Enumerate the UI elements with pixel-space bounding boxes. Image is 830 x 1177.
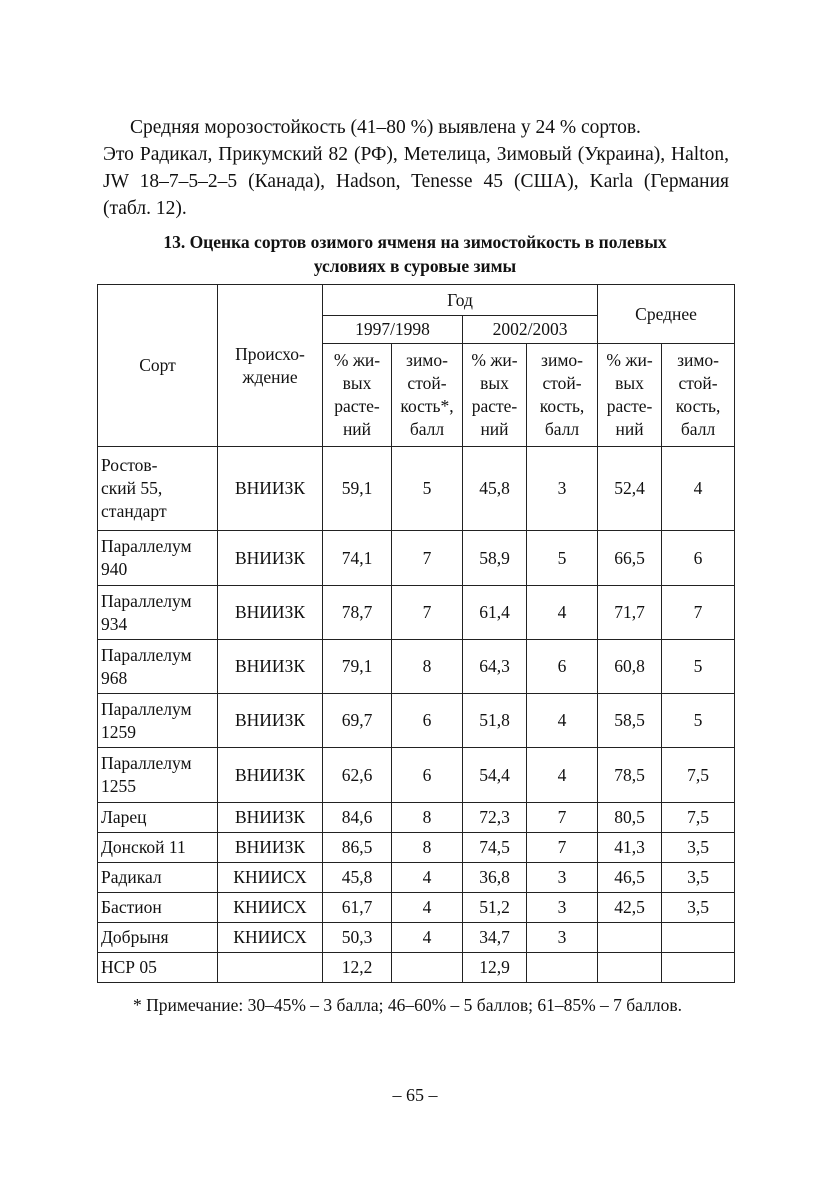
variety-name-line: Донской 11: [101, 837, 186, 857]
cell-origin: [218, 953, 323, 983]
cell-avg-pct: 66,5: [598, 531, 662, 586]
subheader-line: вых: [615, 373, 644, 393]
cell-p2-pct: 12,9: [463, 953, 527, 983]
subheader-line: % жи-: [606, 350, 653, 370]
subheader-line: % жи-: [471, 350, 518, 370]
header-variety: Сорт: [98, 285, 218, 447]
cell-p1-pct: 74,1: [323, 531, 392, 586]
variety-name-line: Бастион: [101, 897, 162, 917]
variety-name-line: Параллелум: [101, 644, 192, 665]
subheader-line: ний: [480, 419, 509, 439]
header-origin-line-2: ждение: [242, 366, 298, 387]
cell-avg-pct: 58,5: [598, 694, 662, 748]
table-row: [98, 863, 735, 893]
variety-cell: [98, 694, 218, 748]
header-year: Год: [323, 285, 598, 316]
subheader-line: стой-: [407, 373, 447, 393]
variety-name-line: стандарт: [101, 501, 167, 521]
cell-p1-score: 6: [392, 694, 463, 748]
variety-name-line: 934: [101, 613, 128, 634]
cell-p1-score: 8: [392, 803, 463, 833]
variety-cell: [98, 953, 218, 983]
cell-p1-pct: 45,8: [323, 863, 392, 893]
header-period-1: 1997/1998: [323, 316, 463, 344]
cell-p2-score: 7: [527, 833, 598, 863]
subheader-line: стой-: [678, 373, 718, 393]
cell-avg-score: 5: [662, 640, 735, 694]
table-row: [98, 893, 735, 923]
subheader-p1-pct: [323, 344, 392, 447]
variety-cell: [98, 586, 218, 640]
cell-avg-pct: 52,4: [598, 447, 662, 531]
variety-cell: [98, 640, 218, 694]
cell-origin: ВНИИЗК: [218, 447, 323, 531]
header-origin-line-1: Происхо-: [235, 343, 305, 364]
cell-p2-pct: 34,7: [463, 923, 527, 953]
cell-origin: ВНИИЗК: [218, 833, 323, 863]
cell-p2-pct: 58,9: [463, 531, 527, 586]
table-row: [98, 694, 735, 748]
variety-name-line: НСР 05: [101, 957, 157, 977]
subheader-avg-pct: [598, 344, 662, 447]
footnote: * Примечание: 30–45% – 3 балла; 46–60% – 5 баллов; 61–85% – 7 баллов.: [133, 995, 682, 1015]
subheader-line: ний: [342, 419, 372, 439]
winter-hardiness-table: [97, 284, 735, 983]
table-body: [98, 285, 735, 983]
subheader-line: балл: [544, 419, 580, 439]
subheader-line: зимо-: [677, 350, 720, 370]
cell-avg-score: 7,5: [662, 748, 735, 803]
cell-origin: ВНИИЗК: [218, 694, 323, 748]
variety-cell: [98, 833, 218, 863]
variety-name-line: 1259: [101, 721, 136, 742]
table-row: [98, 748, 735, 803]
cell-p1-pct: 84,6: [323, 803, 392, 833]
cell-avg-score: [662, 953, 735, 983]
variety-cell: [98, 531, 218, 586]
cell-p2-pct: 51,8: [463, 694, 527, 748]
table-row: [98, 531, 735, 586]
cell-p2-score: 3: [527, 893, 598, 923]
header-origin: [218, 285, 323, 447]
cell-p1-pct: 59,1: [323, 447, 392, 531]
cell-avg-pct: [598, 923, 662, 953]
table-row: [98, 923, 735, 953]
variety-name-line: Радикал: [101, 867, 162, 887]
cell-p1-score: 7: [392, 586, 463, 640]
cell-p1-pct: 79,1: [323, 640, 392, 694]
cell-avg-pct: 42,5: [598, 893, 662, 923]
cell-avg-pct: 41,3: [598, 833, 662, 863]
subheader-line: вых: [342, 373, 372, 393]
table-row: [98, 586, 735, 640]
variety-cell: [98, 803, 218, 833]
cell-avg-score: 7: [662, 586, 735, 640]
cell-p2-score: [527, 953, 598, 983]
table-row: [98, 803, 735, 833]
cell-origin: ВНИИЗК: [218, 640, 323, 694]
variety-cell: [98, 923, 218, 953]
cell-p2-score: 4: [527, 748, 598, 803]
cell-origin: КНИИСХ: [218, 863, 323, 893]
cell-avg-pct: 78,5: [598, 748, 662, 803]
cell-avg-pct: 71,7: [598, 586, 662, 640]
cell-p1-score: 7: [392, 531, 463, 586]
subheader-line: ний: [615, 419, 644, 439]
cell-avg-score: 3,5: [662, 893, 735, 923]
cell-avg-score: 7,5: [662, 803, 735, 833]
subheader-line: % жи-: [333, 350, 381, 370]
subheader-p1-score: [392, 344, 463, 447]
subheader-line: кость,: [675, 396, 721, 416]
variety-name-line: 940: [101, 559, 128, 579]
subheader-p2-pct: [463, 344, 527, 447]
cell-p1-score: [392, 953, 463, 983]
table-row: [98, 640, 735, 694]
variety-cell: [98, 748, 218, 803]
cell-p1-score: 4: [392, 923, 463, 953]
variety-name-line: 1255: [101, 776, 136, 796]
table-row: [98, 833, 735, 863]
variety-cell: [98, 893, 218, 923]
cell-p1-pct: 50,3: [323, 923, 392, 953]
cell-p2-score: 3: [527, 863, 598, 893]
cell-origin: КНИИСХ: [218, 923, 323, 953]
caption-line-1: 13. Оценка сортов озимого ячменя на зимостойкость в полевых: [163, 232, 667, 252]
cell-avg-score: 3,5: [662, 863, 735, 893]
cell-avg-pct: 80,5: [598, 803, 662, 833]
subheader-avg-score: [662, 344, 735, 447]
cell-avg-score: 6: [662, 531, 735, 586]
cell-avg-score: 4: [662, 447, 735, 531]
cell-p1-score: 4: [392, 863, 463, 893]
cell-origin: ВНИИЗК: [218, 748, 323, 803]
variety-name-line: Добрыня: [101, 927, 169, 947]
cell-p2-score: 4: [527, 694, 598, 748]
variety-name-line: 968: [101, 667, 128, 688]
subheader-line: расте-: [471, 396, 518, 416]
cell-p1-pct: 62,6: [323, 748, 392, 803]
subheader-line: кость,: [539, 396, 585, 416]
cell-p1-score: 8: [392, 640, 463, 694]
subheader-line: расте-: [334, 396, 380, 416]
cell-p1-pct: 12,2: [323, 953, 392, 983]
cell-p2-score: 6: [527, 640, 598, 694]
variety-name-line: Параллелум: [101, 753, 192, 773]
header-period-2: 2002/2003: [463, 316, 598, 344]
cell-p2-pct: 74,5: [463, 833, 527, 863]
cell-p1-score: 4: [392, 893, 463, 923]
cell-p2-pct: 45,8: [463, 447, 527, 531]
cell-p2-pct: 54,4: [463, 748, 527, 803]
cell-p2-score: 3: [527, 923, 598, 953]
subheader-line: стой-: [542, 373, 582, 393]
cell-p1-pct: 86,5: [323, 833, 392, 863]
header-average: Среднее: [598, 285, 735, 344]
cell-p1-score: 6: [392, 748, 463, 803]
table-caption: [100, 230, 730, 278]
cell-avg-pct: 60,8: [598, 640, 662, 694]
variety-name-line: Параллелум: [101, 698, 192, 719]
caption-line-2: условиях в суровые зимы: [313, 256, 517, 276]
cell-avg-pct: 46,5: [598, 863, 662, 893]
variety-name-line: Параллелум: [101, 536, 192, 556]
cell-avg-pct: [598, 953, 662, 983]
cell-avg-score: 3,5: [662, 833, 735, 863]
page-number: – 65 –: [392, 1085, 438, 1105]
subheader-line: балл: [409, 419, 445, 439]
cell-p2-score: 4: [527, 586, 598, 640]
cell-avg-score: [662, 923, 735, 953]
cell-avg-score: 5: [662, 694, 735, 748]
variety-cell: [98, 447, 218, 531]
cell-origin: ВНИИЗК: [218, 803, 323, 833]
cell-p1-pct: 61,7: [323, 893, 392, 923]
cell-origin: ВНИИЗК: [218, 531, 323, 586]
subheader-line: расте-: [606, 396, 653, 416]
subheader-p2-score: [527, 344, 598, 447]
table-row: [98, 953, 735, 983]
cell-p2-pct: 61,4: [463, 586, 527, 640]
paragraph-first-line: Средняя морозостойкость (41–80 %) выявлена у 24 % сортов.: [130, 117, 641, 138]
subheader-line: вых: [480, 373, 509, 393]
variety-name-line: Ларец: [101, 807, 147, 827]
cell-p2-pct: 36,8: [463, 863, 527, 893]
cell-p1-pct: 78,7: [323, 586, 392, 640]
variety-name-line: ский 55,: [101, 478, 163, 498]
cell-origin: ВНИИЗК: [218, 586, 323, 640]
subheader-line: балл: [680, 419, 716, 439]
table-row: [98, 447, 735, 531]
cell-p2-score: 5: [527, 531, 598, 586]
cell-p1-score: 8: [392, 833, 463, 863]
cell-p2-pct: 51,2: [463, 893, 527, 923]
cell-origin: КНИИСХ: [218, 893, 323, 923]
variety-name-line: Параллелум: [101, 590, 192, 611]
cell-p1-pct: 69,7: [323, 694, 392, 748]
cell-p2-score: 7: [527, 803, 598, 833]
cell-p2-pct: 64,3: [463, 640, 527, 694]
subheader-line: зимо-: [406, 350, 448, 370]
body-paragraph: [103, 114, 729, 222]
paragraph-rest: Это Радикал, Прикумский 82 (РФ), Метелица, Зимовый (Украина), Halton, JW 18–7–5–2–5 (Канада), Hadson, Tenesse 45 (США), Karla (Германия (табл. 12).: [103, 144, 729, 219]
subheader-line: кость*,: [400, 396, 454, 416]
subheader-line: зимо-: [541, 350, 583, 370]
cell-p1-score: 5: [392, 447, 463, 531]
header-row-1: [98, 285, 735, 316]
variety-name-line: Ростов-: [101, 455, 158, 475]
cell-p2-pct: 72,3: [463, 803, 527, 833]
cell-p2-score: 3: [527, 447, 598, 531]
variety-cell: [98, 863, 218, 893]
